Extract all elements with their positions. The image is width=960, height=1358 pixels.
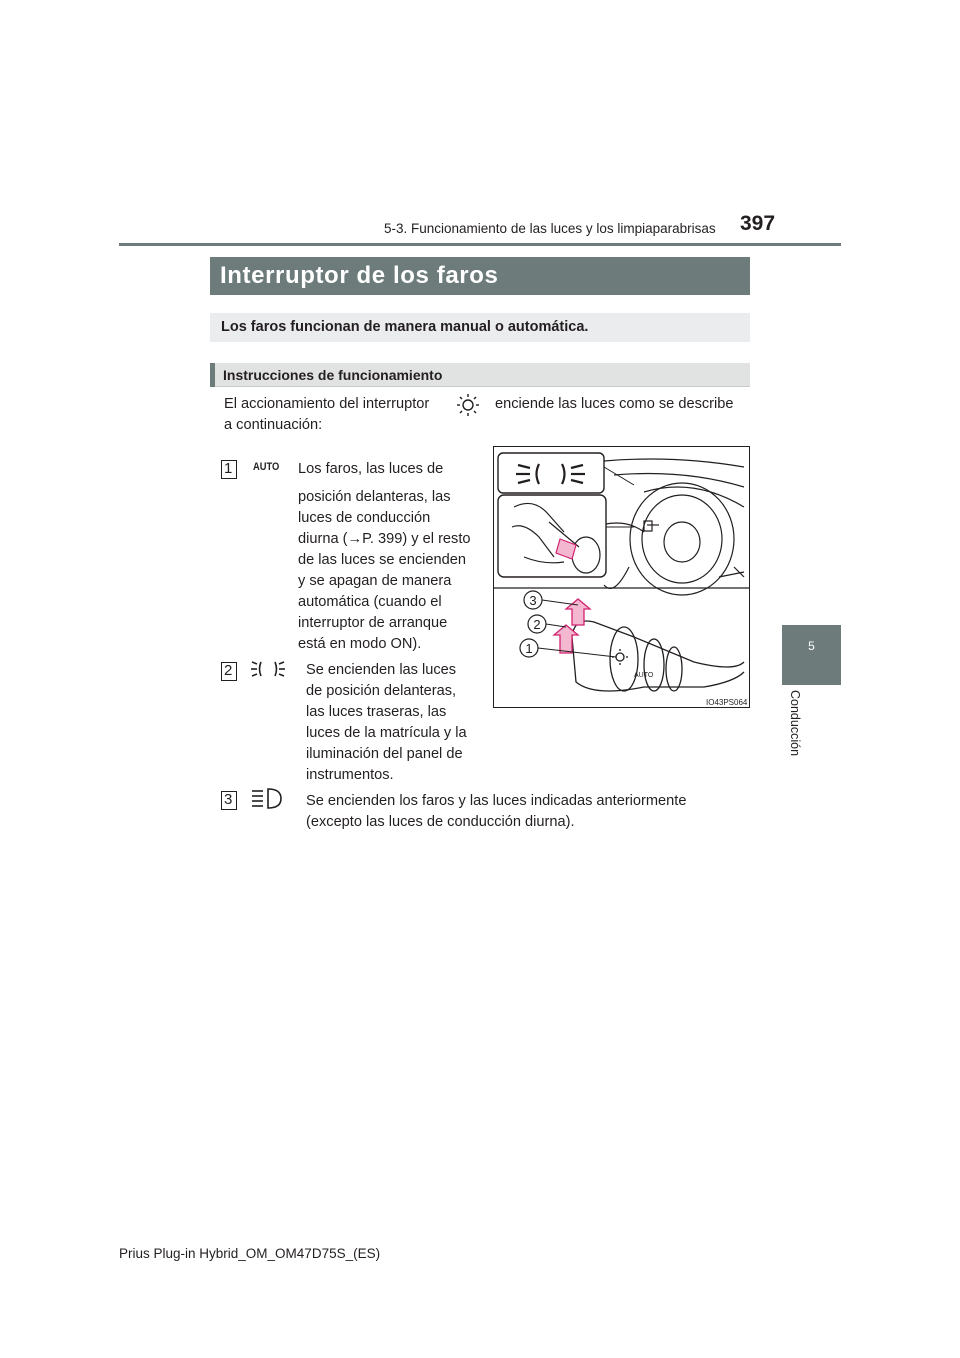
figure-illustration [494, 447, 749, 707]
intro-text: Los faros funcionan de manera manual o automática. [221, 319, 589, 335]
paragraph-line-1b: enciende las luces como se describe [495, 396, 734, 412]
item-1-line: Los faros, las luces de [298, 461, 444, 477]
page-number: 397 [740, 212, 776, 235]
auto-label: AUTO [253, 461, 280, 473]
item-1-line: de las luces se encienden [298, 552, 466, 568]
item-1-line: interruptor de arranque [298, 615, 448, 631]
subheading: Instrucciones de funcionamiento [223, 367, 443, 383]
item-1-line: automática (cuando el [298, 594, 442, 610]
item-2-line: iluminación del panel de [306, 746, 463, 762]
headlight-switch-figure [493, 446, 750, 708]
figure-code: IO43PS064 [706, 698, 748, 707]
document-footer: Prius Plug-in Hybrid_OM_OM47D75S_(ES) [119, 1246, 381, 1261]
headlight-icon [250, 787, 284, 811]
item-2-line: Se encienden las luces [306, 662, 457, 678]
position-lights-icon [250, 658, 286, 680]
section-title: 5-3. Funcionamiento de las luces y los limpiaparabrisas [384, 221, 716, 236]
intro-box [210, 313, 750, 342]
header-divider [119, 243, 841, 246]
item-2-line: de posición delanteras, [306, 683, 457, 699]
paragraph-line-1a: El accionamiento del interruptor [224, 396, 430, 412]
subheading-bar [210, 363, 750, 387]
chapter-tab[interactable] [782, 625, 841, 685]
subheading-marker [210, 363, 215, 387]
light-control-switch-icon [454, 393, 482, 417]
item-1-line: diurna (→P. 399) y el resto [298, 531, 471, 547]
item-1-line: posición delanteras, las [298, 489, 451, 505]
item-2-line: las luces traseras, las [306, 704, 447, 720]
item-number-3: 3 [224, 791, 233, 808]
callout-2: 2 [533, 617, 541, 632]
item-1-line: y se apagan de manera [298, 573, 452, 589]
item-1-line: está en modo ON). [298, 636, 422, 652]
paragraph-line-2: a continuación: [224, 417, 323, 433]
item-2-line: instrumentos. [306, 767, 394, 783]
chapter-number: 5 [808, 639, 815, 653]
page-title-bar [210, 257, 750, 295]
callout-3: 3 [529, 593, 537, 608]
item-1-line: luces de conducción [298, 510, 431, 526]
item-2-line: luces de la matrícula y la [306, 725, 467, 741]
switch-auto-mark: AUTO [634, 672, 654, 679]
item-3-line: Se encienden los faros y las luces indicadas anteriormente [306, 793, 687, 809]
page-title: Interruptor de los faros [220, 262, 499, 289]
callout-1: 1 [525, 641, 533, 656]
item-number-1: 1 [224, 460, 233, 477]
chapter-label: Conducción [788, 690, 802, 757]
item-number-2: 2 [224, 662, 233, 679]
item-3-line: (excepto las luces de conducción diurna). [306, 814, 575, 830]
